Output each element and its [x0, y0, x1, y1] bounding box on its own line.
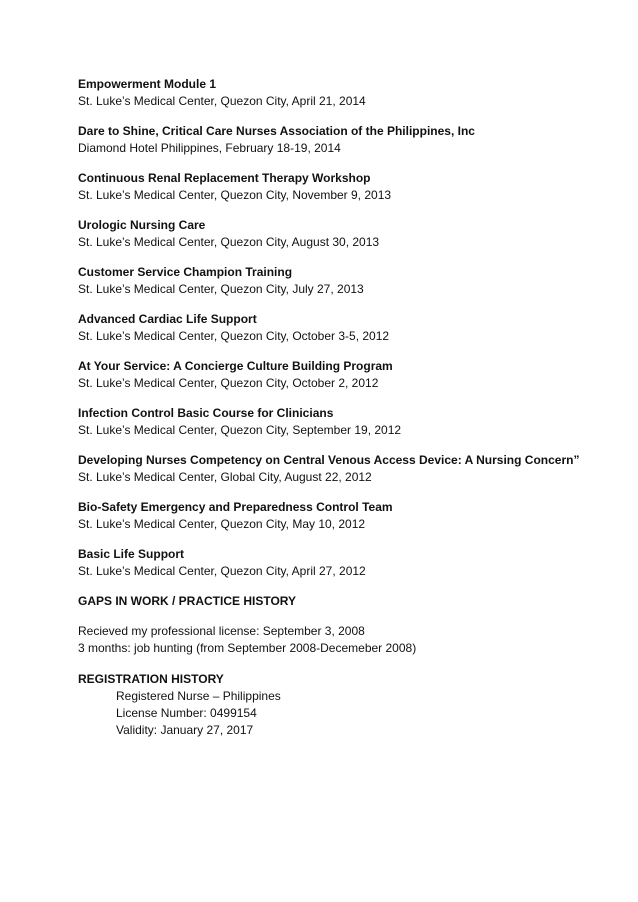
- training-entry: [78, 499, 618, 533]
- document-page: [78, 76, 618, 739]
- training-title: At Your Service: A Concierge Culture Building Program: [78, 359, 393, 373]
- training-detail: St. Luke’s Medical Center, Quezon City, September 19, 2012: [78, 423, 402, 437]
- gaps-line: 3 months: job hunting (from September 2008-Decemeber 2008): [78, 641, 417, 655]
- training-title: Customer Service Champion Training: [78, 265, 293, 279]
- training-title: Urologic Nursing Care: [78, 218, 206, 232]
- training-entry: [78, 405, 618, 439]
- training-entry: [78, 358, 618, 392]
- training-title: Infection Control Basic Course for Clinicians: [78, 406, 334, 420]
- training-detail: St. Luke’s Medical Center, Quezon City, November 9, 2013: [78, 188, 392, 202]
- training-entry: [78, 452, 618, 486]
- training-entry: [78, 217, 618, 251]
- training-detail: St. Luke’s Medical Center, Quezon City, August 30, 2013: [78, 235, 380, 249]
- gaps-line: Recieved my professional license: September 3, 2008: [78, 624, 365, 638]
- training-entry: [78, 170, 618, 204]
- training-detail: St. Luke’s Medical Center, Quezon City, April 27, 2012: [78, 564, 366, 578]
- training-title: Basic Life Support: [78, 547, 185, 561]
- training-detail: St. Luke’s Medical Center, Quezon City, April 21, 2014: [78, 94, 366, 108]
- registration-section: [78, 671, 618, 739]
- training-title: Dare to Shine, Critical Care Nurses Association of the Philippines, Inc: [78, 124, 475, 138]
- training-title: Advanced Cardiac Life Support: [78, 312, 257, 326]
- gaps-heading: GAPS IN WORK / PRACTICE HISTORY: [78, 594, 297, 608]
- training-detail: St. Luke’s Medical Center, Quezon City, May 10, 2012: [78, 517, 366, 531]
- training-detail: St. Luke’s Medical Center, Quezon City, October 2, 2012: [78, 376, 379, 390]
- registration-line: Validity: January 27, 2017: [116, 723, 254, 737]
- training-entry: [78, 123, 618, 157]
- training-entry: [78, 311, 618, 345]
- training-title: Empowerment Module 1: [78, 77, 217, 91]
- training-detail: St. Luke’s Medical Center, Global City, August 22, 2012: [78, 470, 372, 484]
- training-title: Bio-Safety Emergency and Preparedness Control Team: [78, 500, 393, 514]
- registration-heading: REGISTRATION HISTORY: [78, 672, 224, 686]
- training-detail: St. Luke’s Medical Center, Quezon City, July 27, 2013: [78, 282, 364, 296]
- training-entry: [78, 546, 618, 580]
- registration-line: Registered Nurse – Philippines: [116, 689, 281, 703]
- registration-line: License Number: 0499154: [116, 706, 257, 720]
- training-title: Continuous Renal Replacement Therapy Workshop: [78, 171, 371, 185]
- training-entry: [78, 76, 618, 110]
- training-title: Developing Nurses Competency on Central Venous Access Device: A Nursing Concern”: [78, 453, 580, 467]
- gaps-section: [78, 593, 618, 657]
- training-detail: St. Luke’s Medical Center, Quezon City, October 3-5, 2012: [78, 329, 390, 343]
- training-entry: [78, 264, 618, 298]
- training-detail: Diamond Hotel Philippines, February 18-19, 2014: [78, 141, 341, 155]
